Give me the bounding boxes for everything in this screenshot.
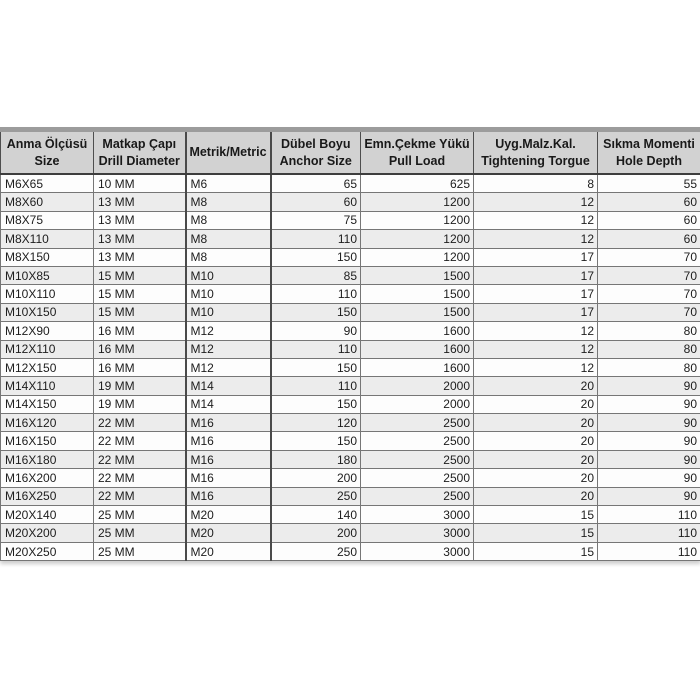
- cell-anchor-size: 120: [271, 414, 361, 432]
- cell-tightening-torque: 20: [474, 377, 598, 395]
- cell-size: M20X200: [1, 524, 94, 542]
- cell-hole-depth: 90: [598, 487, 700, 505]
- cell-size: M8X60: [1, 193, 94, 211]
- cell-anchor-size: 90: [271, 322, 361, 340]
- cell-pull-load: 1500: [361, 303, 474, 321]
- table-row: [1, 542, 700, 560]
- header-label-en: Drill Diameter: [98, 153, 180, 168]
- cell-size: M20X140: [1, 506, 94, 524]
- cell-tightening-torque: 17: [474, 303, 598, 321]
- header-label-en: Anchor Size: [279, 153, 352, 168]
- cell-anchor-size: 85: [271, 266, 361, 284]
- table-row: [1, 377, 700, 395]
- cell-metric: M8: [186, 193, 271, 211]
- table-row: [1, 450, 700, 468]
- anchor-spec-table: [0, 127, 700, 561]
- table-row: [1, 506, 700, 524]
- cell-anchor-size: 200: [271, 469, 361, 487]
- cell-pull-load: 1500: [361, 266, 474, 284]
- cell-metric: M10: [186, 285, 271, 303]
- table-row: [1, 340, 700, 358]
- cell-anchor-size: 140: [271, 506, 361, 524]
- table-row: [1, 432, 700, 450]
- cell-pull-load: 2500: [361, 450, 474, 468]
- cell-anchor-size: 110: [271, 340, 361, 358]
- cell-size: M6X65: [1, 174, 94, 193]
- cell-pull-load: 1200: [361, 193, 474, 211]
- cell-anchor-size: 250: [271, 542, 361, 560]
- cell-drill-diameter: 19 MM: [94, 395, 186, 413]
- cell-size: M16X250: [1, 487, 94, 505]
- cell-size: M12X90: [1, 322, 94, 340]
- table-row: [1, 211, 700, 229]
- header-hole-depth: [598, 130, 700, 175]
- cell-anchor-size: 110: [271, 285, 361, 303]
- table-row: [1, 248, 700, 266]
- cell-size: M16X150: [1, 432, 94, 450]
- table-row: [1, 487, 700, 505]
- cell-metric: M10: [186, 266, 271, 284]
- cell-drill-diameter: 13 MM: [94, 230, 186, 248]
- cell-drill-diameter: 15 MM: [94, 303, 186, 321]
- cell-metric: M16: [186, 450, 271, 468]
- cell-pull-load: 3000: [361, 506, 474, 524]
- cell-pull-load: 2000: [361, 395, 474, 413]
- cell-size: M8X110: [1, 230, 94, 248]
- cell-hole-depth: 70: [598, 248, 700, 266]
- cell-anchor-size: 75: [271, 211, 361, 229]
- cell-tightening-torque: 20: [474, 414, 598, 432]
- table-row: [1, 395, 700, 413]
- header-drill-diameter: [94, 130, 186, 175]
- cell-size: M12X150: [1, 358, 94, 376]
- cell-metric: M8: [186, 211, 271, 229]
- table-row: [1, 358, 700, 376]
- cell-anchor-size: 150: [271, 303, 361, 321]
- cell-drill-diameter: 22 MM: [94, 432, 186, 450]
- cell-hole-depth: 80: [598, 358, 700, 376]
- cell-drill-diameter: 13 MM: [94, 193, 186, 211]
- cell-drill-diameter: 16 MM: [94, 358, 186, 376]
- cell-metric: M16: [186, 414, 271, 432]
- cell-hole-depth: 70: [598, 266, 700, 284]
- header-tightening-torque: [474, 130, 598, 175]
- cell-metric: M12: [186, 322, 271, 340]
- cell-tightening-torque: 20: [474, 450, 598, 468]
- header-pull-load: [361, 130, 474, 175]
- cell-hole-depth: 110: [598, 506, 700, 524]
- cell-size: M12X110: [1, 340, 94, 358]
- cell-drill-diameter: 15 MM: [94, 266, 186, 284]
- cell-tightening-torque: 15: [474, 542, 598, 560]
- cell-drill-diameter: 22 MM: [94, 450, 186, 468]
- cell-metric: M16: [186, 432, 271, 450]
- table-row: [1, 230, 700, 248]
- cell-hole-depth: 110: [598, 542, 700, 560]
- cell-hole-depth: 60: [598, 230, 700, 248]
- cell-anchor-size: 180: [271, 450, 361, 468]
- cell-pull-load: 1600: [361, 358, 474, 376]
- cell-metric: M16: [186, 487, 271, 505]
- cell-metric: M20: [186, 524, 271, 542]
- cell-pull-load: 3000: [361, 524, 474, 542]
- header-label-tr: Emn.Çekme Yükü: [364, 137, 470, 152]
- cell-pull-load: 1200: [361, 211, 474, 229]
- cell-tightening-torque: 20: [474, 487, 598, 505]
- table-row: [1, 193, 700, 211]
- cell-hole-depth: 70: [598, 285, 700, 303]
- cell-anchor-size: 150: [271, 432, 361, 450]
- cell-drill-diameter: 22 MM: [94, 414, 186, 432]
- table-row: [1, 285, 700, 303]
- table-row: [1, 469, 700, 487]
- cell-hole-depth: 60: [598, 211, 700, 229]
- cell-hole-depth: 90: [598, 450, 700, 468]
- cell-drill-diameter: 22 MM: [94, 487, 186, 505]
- cell-tightening-torque: 17: [474, 285, 598, 303]
- cell-drill-diameter: 16 MM: [94, 322, 186, 340]
- cell-drill-diameter: 13 MM: [94, 248, 186, 266]
- cell-size: M16X120: [1, 414, 94, 432]
- cell-metric: M12: [186, 358, 271, 376]
- cell-tightening-torque: 15: [474, 524, 598, 542]
- cell-metric: M20: [186, 506, 271, 524]
- header-label-en: Tightening Torgue: [481, 153, 590, 168]
- cell-pull-load: 2000: [361, 377, 474, 395]
- cell-hole-depth: 90: [598, 432, 700, 450]
- cell-metric: M6: [186, 174, 271, 193]
- header-label-tr: Uyg.Malz.Kal.: [495, 137, 576, 152]
- table-row: [1, 303, 700, 321]
- cell-pull-load: 1200: [361, 248, 474, 266]
- cell-anchor-size: 150: [271, 358, 361, 376]
- header-label-tr: Sıkma Momenti: [603, 137, 695, 152]
- cell-tightening-torque: 12: [474, 340, 598, 358]
- cell-anchor-size: 110: [271, 377, 361, 395]
- header-label-en: Hole Depth: [616, 153, 682, 168]
- cell-hole-depth: 60: [598, 193, 700, 211]
- cell-size: M8X150: [1, 248, 94, 266]
- cell-size: M10X85: [1, 266, 94, 284]
- cell-drill-diameter: 10 MM: [94, 174, 186, 193]
- table-row: [1, 266, 700, 284]
- table-row: [1, 414, 700, 432]
- cell-drill-diameter: 25 MM: [94, 506, 186, 524]
- cell-tightening-torque: 20: [474, 469, 598, 487]
- cell-metric: M16: [186, 469, 271, 487]
- header-label-tr: Metrik/Metric: [189, 145, 267, 160]
- cell-anchor-size: 110: [271, 230, 361, 248]
- cell-tightening-torque: 15: [474, 506, 598, 524]
- cell-pull-load: 3000: [361, 542, 474, 560]
- cell-tightening-torque: 17: [474, 266, 598, 284]
- cell-drill-diameter: 13 MM: [94, 211, 186, 229]
- cell-anchor-size: 150: [271, 395, 361, 413]
- cell-drill-diameter: 19 MM: [94, 377, 186, 395]
- cell-anchor-size: 65: [271, 174, 361, 193]
- cell-size: M16X180: [1, 450, 94, 468]
- cell-tightening-torque: 20: [474, 395, 598, 413]
- cell-size: M10X150: [1, 303, 94, 321]
- header-label-en: Size: [34, 153, 60, 168]
- cell-hole-depth: 110: [598, 524, 700, 542]
- cell-pull-load: 625: [361, 174, 474, 193]
- cell-pull-load: 1500: [361, 285, 474, 303]
- header-label-tr: Matkap Çapı: [102, 137, 177, 152]
- cell-hole-depth: 55: [598, 174, 700, 193]
- cell-pull-load: 2500: [361, 414, 474, 432]
- cell-size: M16X200: [1, 469, 94, 487]
- cell-hole-depth: 70: [598, 303, 700, 321]
- cell-pull-load: 1200: [361, 230, 474, 248]
- cell-anchor-size: 150: [271, 248, 361, 266]
- cell-tightening-torque: 12: [474, 322, 598, 340]
- cell-drill-diameter: 25 MM: [94, 524, 186, 542]
- cell-anchor-size: 200: [271, 524, 361, 542]
- cell-metric: M20: [186, 542, 271, 560]
- cell-tightening-torque: 17: [474, 248, 598, 266]
- cell-hole-depth: 90: [598, 414, 700, 432]
- table-row: [1, 322, 700, 340]
- header-label-tr: Anma Ölçüsü: [6, 137, 88, 152]
- cell-hole-depth: 80: [598, 340, 700, 358]
- cell-size: M8X75: [1, 211, 94, 229]
- header-anchor-size: [271, 130, 361, 175]
- cell-tightening-torque: 8: [474, 174, 598, 193]
- cell-tightening-torque: 12: [474, 230, 598, 248]
- cell-metric: M14: [186, 395, 271, 413]
- cell-drill-diameter: 15 MM: [94, 285, 186, 303]
- cell-tightening-torque: 20: [474, 432, 598, 450]
- header-label-en: Pull Load: [388, 153, 446, 168]
- cell-size: M20X250: [1, 542, 94, 560]
- table-row: [1, 174, 700, 193]
- cell-size: M14X150: [1, 395, 94, 413]
- cell-hole-depth: 90: [598, 395, 700, 413]
- header-metric: [186, 130, 271, 175]
- cell-metric: M12: [186, 340, 271, 358]
- cell-pull-load: 1600: [361, 340, 474, 358]
- cell-drill-diameter: 25 MM: [94, 542, 186, 560]
- cell-metric: M8: [186, 248, 271, 266]
- cell-anchor-size: 250: [271, 487, 361, 505]
- cell-tightening-torque: 12: [474, 358, 598, 376]
- header-size: [1, 130, 94, 175]
- cell-drill-diameter: 16 MM: [94, 340, 186, 358]
- cell-hole-depth: 80: [598, 322, 700, 340]
- cell-pull-load: 1600: [361, 322, 474, 340]
- cell-hole-depth: 90: [598, 469, 700, 487]
- cell-pull-load: 2500: [361, 469, 474, 487]
- cell-tightening-torque: 12: [474, 193, 598, 211]
- cell-tightening-torque: 12: [474, 211, 598, 229]
- table-row: [1, 524, 700, 542]
- cell-metric: M10: [186, 303, 271, 321]
- cell-size: M10X110: [1, 285, 94, 303]
- table-header-row: [1, 130, 700, 175]
- cell-pull-load: 2500: [361, 487, 474, 505]
- cell-metric: M14: [186, 377, 271, 395]
- cell-metric: M8: [186, 230, 271, 248]
- cell-hole-depth: 90: [598, 377, 700, 395]
- cell-anchor-size: 60: [271, 193, 361, 211]
- cell-drill-diameter: 22 MM: [94, 469, 186, 487]
- cell-pull-load: 2500: [361, 432, 474, 450]
- cell-size: M14X110: [1, 377, 94, 395]
- header-label-tr: Dübel Boyu: [281, 137, 351, 152]
